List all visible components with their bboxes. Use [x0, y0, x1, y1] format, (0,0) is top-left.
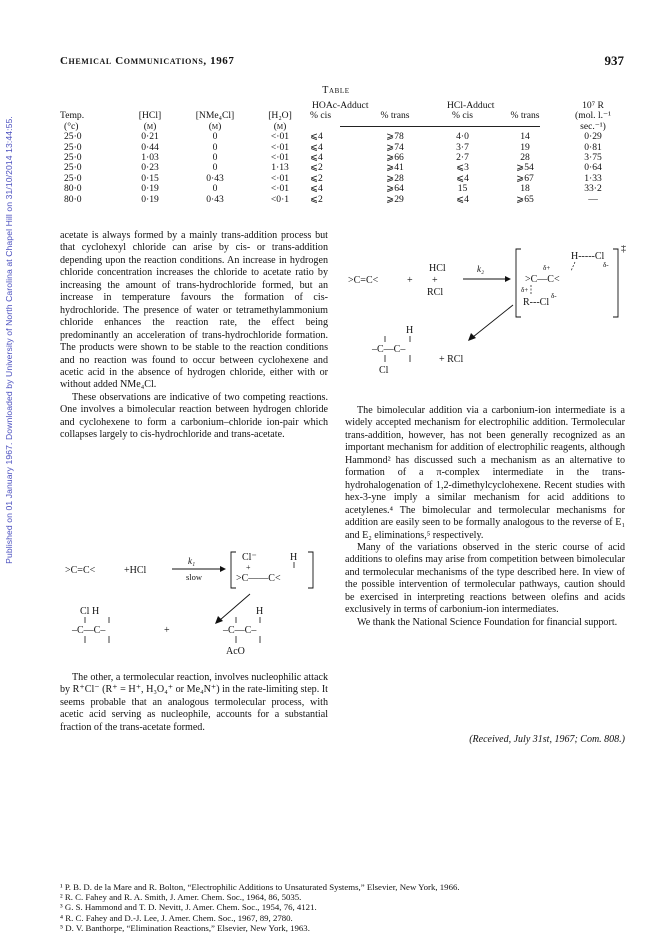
table-caption: Table — [322, 85, 350, 96]
table-cell: 0 — [212, 141, 218, 153]
s2-bracket-left — [516, 249, 521, 317]
s2-rate-label: k₂ — [477, 264, 485, 274]
reference-item: ¹ P. B. D. de la Mare and R. Bolton, “Electrophilic Additions to Unsaturated Systems,” Elsevier, New York, 1966. — [60, 882, 460, 892]
s2-arrowhead — [505, 276, 511, 282]
unit-rate: sec.⁻¹) — [580, 120, 606, 132]
table-cell: 1·13 — [271, 162, 289, 174]
col-header-temp: Temp. — [60, 110, 85, 122]
left-paragraph-2: These observations are indicative of two competing reactions. One involves a bimolecular reaction between hydrogen chloride and cyclohexene to form a carbonium–chloride ion-pair which collapses largely to cis-hydrochloride and trans-acetate. — [60, 391, 328, 441]
table-cell: 0·19 — [141, 193, 159, 205]
table-cell: ⩽4 — [310, 152, 323, 164]
table-cell: 0 — [212, 131, 218, 143]
s2-rcl: RCl — [427, 287, 444, 298]
table-cell: ⩽4 — [456, 172, 469, 184]
table-cell: 4·0 — [456, 131, 469, 143]
provenance-sidebar — [2, 60, 16, 620]
page-number: 937 — [604, 53, 624, 68]
received-line: (Received, July 31st, 1967; Com. 808.) — [469, 734, 625, 745]
scheme-termolecular — [345, 245, 630, 395]
table-cell: 0·15 — [141, 172, 159, 184]
table-cell: 0·23 — [141, 162, 159, 174]
s2-delta-minus: δ- — [603, 261, 609, 269]
scheme-bimolecular — [60, 540, 345, 660]
left-paragraph-1: acetate is always formed by a mainly trans-addition process but that cyclohexyl chloride can arise by cis- or trans-addition depending upon the reaction conditions. An increase in hydrogen chloride concentration increases the chloride to acetate ratio by increasing the amount of trans-hydrochloride formed, but an increase in temperature favours the formation of cis-hydrochloride. The presence of water or tetramethylammonium chloride enhances the reaction rate, the effect being predominantly an acceleration of trans-hydrochloride formation. The products were shown to be stable to the reaction conditions and no reaction was found to occur between cyclohexene and acetic acid in the absence of hydrogen chloride, either with or without added NMe₄Cl. — [60, 230, 328, 391]
table-cell: ⩾66 — [386, 152, 404, 164]
col-header-hoac-cis: % cis — [310, 110, 332, 122]
right-paragraph-3: We thank the National Science Foundation for financial support. — [357, 616, 618, 628]
table-cell: <·01 — [270, 141, 290, 153]
col-header-hcl: [HCl] — [138, 110, 162, 122]
table-cell: 19 — [520, 141, 530, 153]
s1-alkene: >C=C< — [65, 565, 96, 576]
scheme-termolecular-diagram — [345, 245, 630, 395]
reference-item: ³ G. S. Hammond and T. D. Nevitt, J. Amer. Chem. Soc., 1954, 76, 4121. — [60, 902, 317, 913]
table-cell: 25·0 — [64, 141, 82, 153]
group-header-hoac: HOAc-Adduct — [312, 100, 369, 111]
s2-prod-mid: –C—C– — [372, 344, 406, 355]
s2-delta-plus1: δ+ — [543, 264, 551, 272]
s2-r-cl: R---Cl — [523, 297, 550, 308]
table-cell: 80·0 — [64, 193, 82, 205]
unit-nme4cl: (m) — [208, 120, 222, 132]
table-cell: 15 — [457, 183, 468, 195]
unit-h2o: (m) — [273, 120, 287, 132]
table-cell: ⩾28 — [386, 172, 404, 184]
table-cell: 0 — [212, 162, 218, 174]
s1-product-a-top: Cl H — [80, 606, 100, 617]
table-cell: 0·29 — [584, 131, 602, 143]
col-header-h2o: [H₂O] — [268, 110, 292, 122]
table-cell: ⩽2 — [310, 172, 323, 184]
unit-temp: (°c) — [64, 120, 79, 132]
table-cell: 0·64 — [584, 162, 602, 174]
scheme-bimolecular-diagram — [60, 540, 345, 660]
table-cell: ⩾64 — [386, 183, 404, 195]
table-cell: ⩽4 — [310, 183, 323, 195]
table-cell: 0·43 — [206, 193, 224, 205]
s1-plus: + — [246, 563, 251, 572]
s1-down-arrow — [220, 594, 250, 620]
s2-c-c: >C—C< — [525, 274, 560, 285]
table-cell: 0·19 — [141, 183, 159, 195]
table-cell: 1·03 — [141, 152, 159, 164]
table-cell: ⩾54 — [516, 162, 534, 174]
s2-h-cl: H-----Cl — [571, 251, 605, 262]
table-cell: 0 — [212, 183, 218, 195]
table-cell: ⩾29 — [386, 193, 404, 205]
table-cell: <0·1 — [270, 193, 290, 205]
s2-down-arrow — [473, 305, 513, 337]
s1-product-b-mid: –C—C– — [223, 625, 257, 636]
journal-header: Chemical Communications, 1967 — [60, 55, 235, 67]
table-cell: 0·44 — [141, 141, 159, 153]
right-paragraph-1: The bimolecular addition via a carbonium-ion intermediate is a widely accepted mechanism for electrophilic addition. Termolecular trans-addition, however, has not been generally recognized as an important mechanism for addition of electrophilic reagents, although Hammond² has discussed such a mechanism as an alternative to formation of a π-complex intermediate in the trans-hydrohalogenation of 1,2-dimethylcyclohexene. Recent studies with hex-3-yne imply a similar mechanism for acid additions to acetylenes.⁴ The bimolecular and termolecular mechanisms for addition are easily seen to be formally analogous to the reverse of E₁ and E₂ eliminations,⁵ respectively. — [345, 405, 625, 541]
right-column — [345, 405, 625, 629]
s2-delta-minus2: δ- — [551, 292, 557, 300]
table-body — [60, 132, 626, 205]
table-cell: ⩽2 — [310, 162, 323, 174]
table-cell: 0·21 — [141, 131, 159, 143]
s1-cation: >C——C< — [236, 573, 281, 584]
table-row — [60, 195, 626, 205]
table-cell: 28 — [520, 152, 530, 164]
group-header-hcl: HCl-Adduct — [447, 100, 495, 111]
left-column — [60, 230, 328, 442]
s1-reagent: +HCl — [124, 565, 147, 576]
table-cell: ⩽2 — [310, 193, 323, 205]
table-cell: 33·2 — [584, 183, 602, 195]
table-cell: <·01 — [270, 172, 290, 184]
table-cell: ⩾41 — [386, 162, 404, 174]
s2-alkene: >C=C< — [348, 275, 379, 286]
reference-item: ⁴ R. C. Fahey and D.-J. Lee, J. Amer. Chem. Soc., 1967, 89, 2780. — [60, 912, 293, 923]
table-cell: 3·75 — [584, 152, 602, 164]
s2-dagger: ‡ — [621, 245, 626, 254]
table-cell: 0·81 — [584, 141, 602, 153]
s1-product-a-mid: –C—C– — [72, 625, 106, 636]
s2-down-arrowhead — [468, 333, 476, 341]
references — [60, 882, 630, 933]
s1-cl-minus: Cl⁻ — [242, 552, 257, 563]
table-cell: ⩽4 — [310, 141, 323, 153]
table-cell: ⩽4 — [310, 131, 323, 143]
table-cell: ⩽3 — [456, 162, 469, 174]
s2-h-bond — [571, 262, 575, 271]
s2-plus-top: + — [407, 275, 413, 286]
col-header-hcl-cis: % cis — [451, 110, 474, 122]
s1-h-label: H — [290, 552, 298, 563]
reference-item: ⁵ D. V. Banthorpe, “Elimination Reactions,” Elsevier, New York, 1963. — [60, 922, 310, 933]
col-header-hoac-trans: % trans — [380, 110, 410, 122]
data-table — [60, 101, 626, 205]
table-cell: 3·7 — [456, 141, 469, 153]
s1-product-b-bottom: AcO — [226, 646, 245, 657]
col-header-hcl-trans: % trans — [510, 110, 540, 122]
table-cell: ⩾67 — [516, 172, 534, 184]
table-cell: ⩾65 — [516, 193, 534, 205]
table-cell: 18 — [520, 183, 530, 195]
table-cell: — — [588, 193, 598, 205]
left-column-bottom — [60, 672, 328, 734]
col-header-rate: 10⁷ R — [582, 100, 604, 111]
s1-plus2: + — [164, 625, 170, 636]
col-header-nme4cl: [NMe₄Cl] — [195, 110, 235, 122]
unit-hcl: (m) — [143, 120, 157, 132]
s1-slow-label: slow — [186, 572, 203, 582]
table-cell: 25·0 — [64, 172, 82, 184]
left-paragraph-3: The other, a termolecular reaction, involves nucleophilic attack by R⁺Cl⁻ (R⁺ = H⁺, H₃O₄⁺ or Me₄N⁺) in the rate-limiting step. It seems probable that an analogous termolecular process, with acetic acid serving as nucleophile, accounts for a substantial fraction of the trans-acetate formed. — [60, 672, 328, 733]
table-cell: 80·0 — [64, 183, 82, 195]
table-cell: 1·33 — [584, 172, 602, 184]
table-cell: 14 — [520, 131, 530, 143]
provenance-text: Published on 01 January 1967. Downloaded by University of North Carolina at Chapel Hill on 31/10/2014 13:44:55. — [4, 116, 14, 564]
s2-prod-cl: Cl — [379, 365, 389, 376]
table-cell: <·01 — [270, 183, 290, 195]
table-cell: 2·7 — [456, 152, 469, 164]
table-cell: ⩾74 — [386, 141, 404, 153]
s2-hcl: HCl — [429, 263, 446, 274]
s2-prod-plus: + RCl — [439, 354, 464, 365]
table-cell: 25·0 — [64, 152, 82, 164]
s1-bracket-right — [308, 552, 313, 588]
reference-item: ² R. C. Fahey and R. A. Smith, J. Amer. Chem. Soc., 1964, 86, 5035. — [60, 892, 302, 903]
col-header-rate-units: (mol. l.⁻¹ — [575, 110, 611, 122]
s2-plus-mid: + — [432, 275, 438, 286]
s1-down-arrowhead — [215, 616, 223, 624]
table-cell: 0 — [212, 152, 218, 164]
s1-product-b-top: H — [256, 606, 264, 617]
table-cell: ⩾78 — [386, 131, 404, 143]
table-cell: 25·0 — [64, 131, 82, 143]
s1-arrowhead — [220, 566, 226, 572]
s2-delta-plus2: δ+ — [521, 286, 529, 294]
table-cell: 0·43 — [206, 172, 224, 184]
table-cell: ⩽4 — [456, 193, 469, 205]
s2-prod-h: H — [406, 325, 414, 336]
s2-bracket-right — [613, 249, 618, 317]
table-cell: 25·0 — [64, 162, 82, 174]
table-cell: <·01 — [270, 131, 290, 143]
right-paragraph-2: Many of the variations observed in the steric course of acid additions to olefins may arise from competition between bimolecular and termolecular mechanisms of the type described here. In view of the possible intervention of termolecular pathways, caution should be exercised in interpreting reactions between olefins and acids exclusively in terms of carbonium-ion intermediates. — [345, 541, 625, 616]
table-cell: <·01 — [270, 152, 290, 164]
s1-rate-label: k₁ — [188, 556, 196, 566]
